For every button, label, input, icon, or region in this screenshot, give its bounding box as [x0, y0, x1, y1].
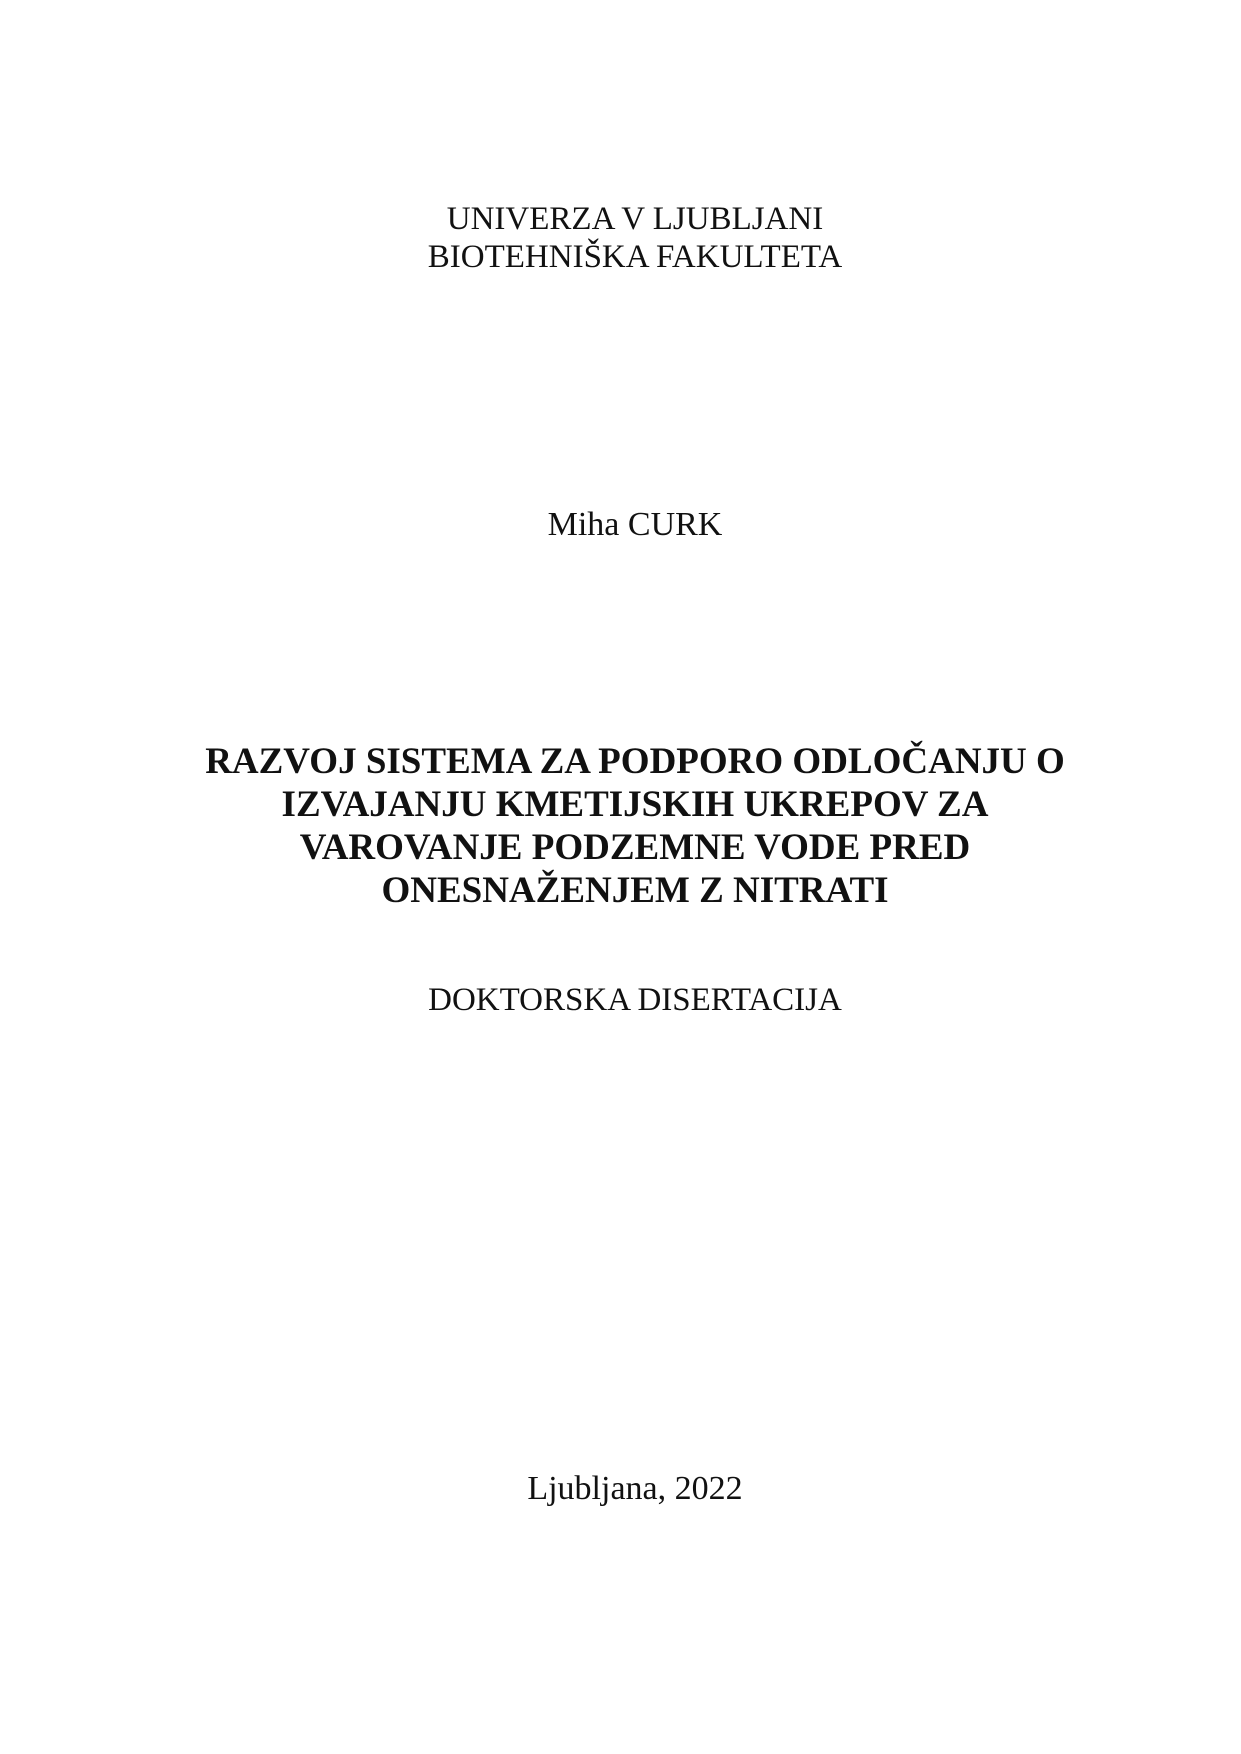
university-name: UNIVERZA V LJUBLJANI	[446, 201, 824, 237]
title-line-2: IZVAJANJU KMETIJSKIH UKREPOV ZA	[281, 784, 989, 825]
document-type: DOKTORSKA DISERTACIJA	[428, 982, 842, 1018]
author-name: Miha CURK	[547, 506, 723, 543]
title-line-3: VAROVANJE PODZEMNE VODE PRED	[299, 827, 971, 868]
dissertation-title	[177, 740, 1093, 912]
faculty-name: BIOTEHNIŠKA FAKULTETA	[427, 239, 843, 275]
place-and-year: Ljubljana, 2022	[527, 1470, 743, 1507]
title-line-4: ONESNAŽENJEM Z NITRATI	[381, 870, 889, 911]
institution-header	[177, 200, 1093, 276]
title-line-1: RAZVOJ SISTEMA ZA PODPORO ODLOČANJU O	[205, 741, 1065, 782]
